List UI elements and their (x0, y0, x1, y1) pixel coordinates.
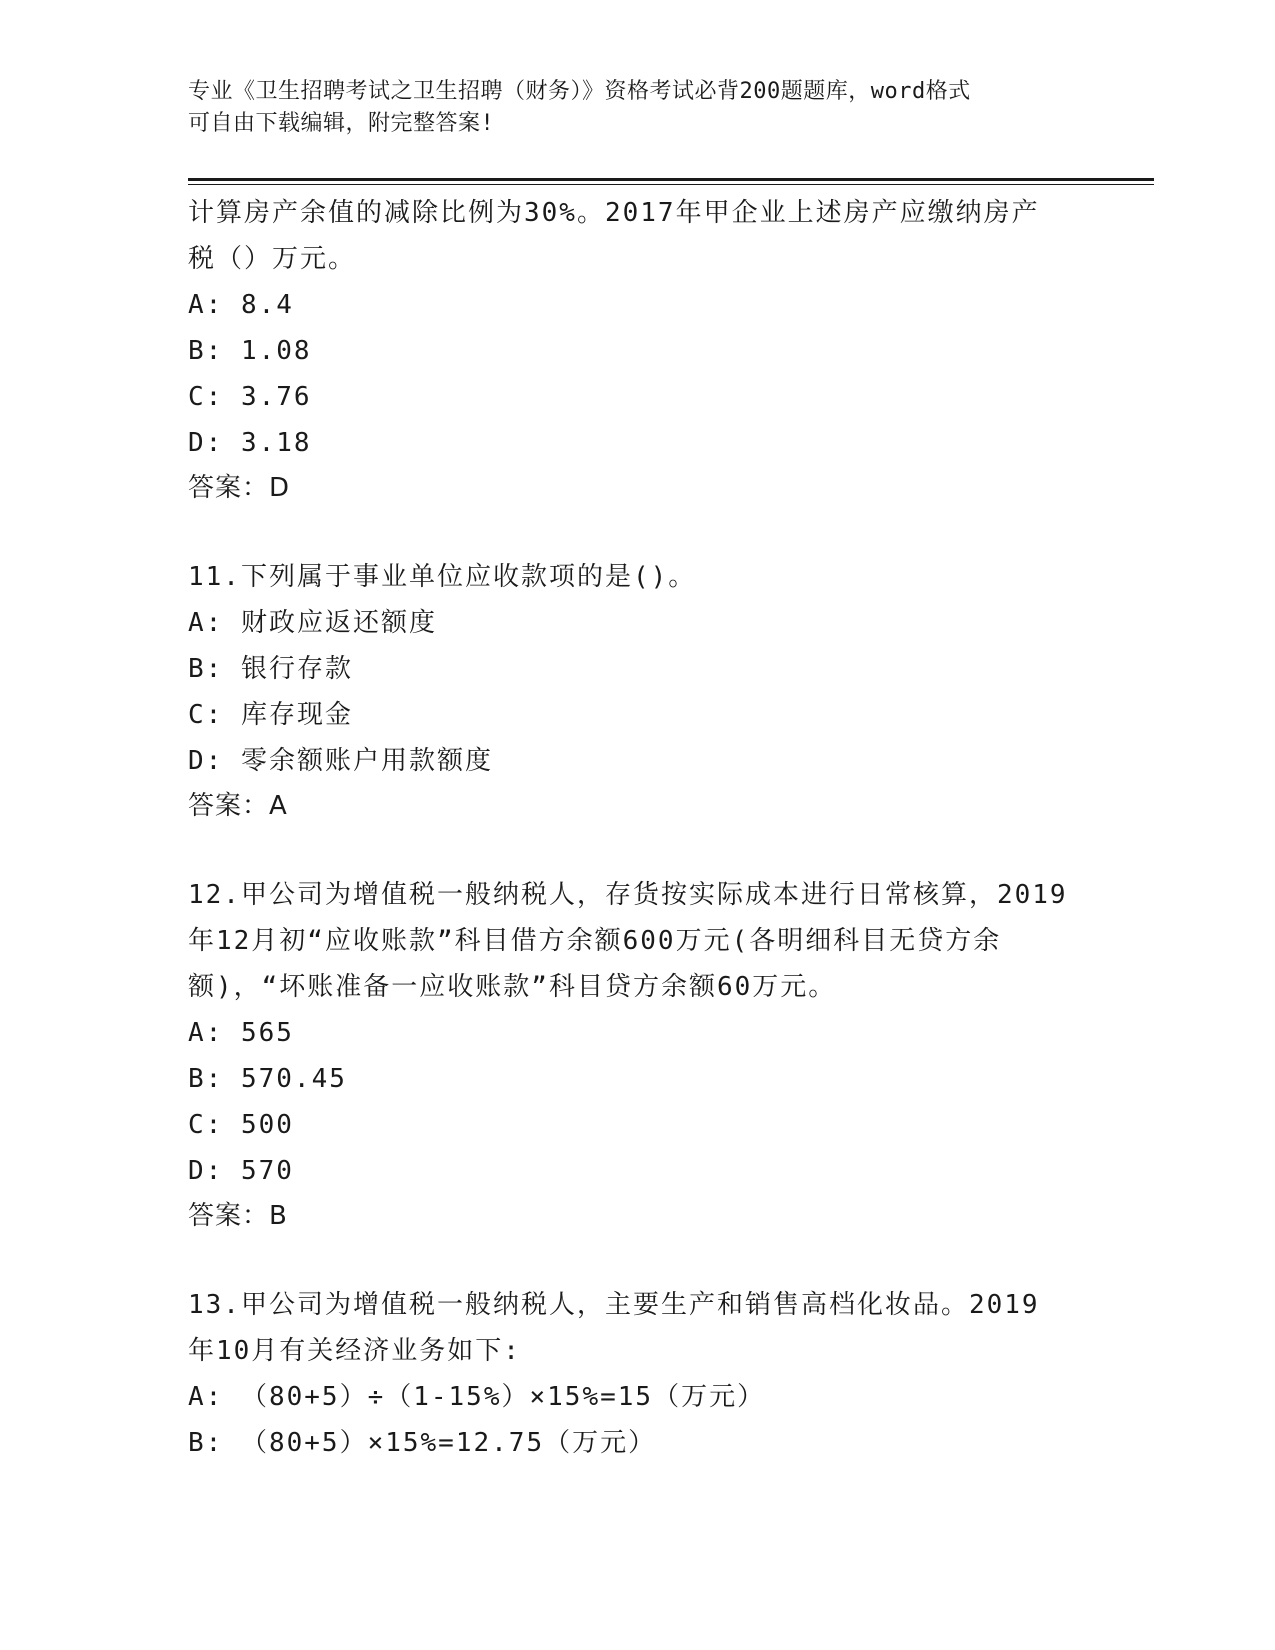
option-c: C: 库存现金 (188, 700, 353, 730)
question-text-line: 年10月有关经济业务如下: (188, 1336, 521, 1366)
answer-line: 答案：D (188, 473, 291, 503)
question-text-line: 13.甲公司为增值税一般纳税人，主要生产和销售高档化妆品。2019 (188, 1290, 1040, 1320)
question-item (188, 554, 1088, 828)
question-text-line: 11.下列属于事业单位应收款项的是()。 (188, 562, 697, 592)
question-text-line: 12.甲公司为增值税一般纳税人，存货按实际成本进行日常核算，2019 (188, 880, 1068, 910)
option-b: B: 570.45 (188, 1064, 347, 1094)
option-a: A: 财政应返还额度 (188, 608, 437, 638)
question-item (188, 872, 1088, 1238)
question-text-line: 计算房产余值的减除比例为30%。2017年甲企业上述房产应缴纳房产 (188, 198, 1040, 228)
answer-line: 答案：A (188, 791, 288, 821)
option-b: B: （80+5）×15%=12.75（万元） (188, 1428, 657, 1458)
question-text-line: 税（）万元。 (188, 244, 357, 274)
header-title-line-1: 专业《卫生招聘考试之卫生招聘（财务）》资格考试必背200题题库，word格式 (188, 79, 971, 104)
option-d: D: 零余额账户用款额度 (188, 746, 493, 776)
option-a: A: （80+5）÷（1-15%）×15%=15（万元） (188, 1382, 766, 1412)
option-a: A: 8.4 (188, 290, 294, 320)
option-a: A: 565 (188, 1018, 294, 1048)
header-title-line-2: 可自由下载编辑，附完整答案! (188, 111, 495, 136)
question-text-line: 额)，“坏账准备一应收账款”科目贷方余额60万元。 (188, 972, 837, 1002)
option-d: D: 3.18 (188, 428, 312, 458)
document-header (188, 76, 1088, 140)
option-d: D: 570 (188, 1156, 294, 1186)
option-b: B: 1.08 (188, 336, 312, 366)
question-text-line: 年12月初“应收账款”科目借方余额600万元(各明细科目无贷方余 (188, 926, 1002, 956)
option-b: B: 银行存款 (188, 654, 353, 684)
question-item (188, 190, 1088, 510)
header-divider-thin (188, 184, 1154, 185)
question-list (188, 190, 1088, 1466)
option-c: C: 3.76 (188, 382, 312, 412)
answer-line: 答案：B (188, 1201, 288, 1231)
question-item (188, 1282, 1088, 1466)
option-c: C: 500 (188, 1110, 294, 1140)
header-divider-thick (188, 178, 1154, 181)
